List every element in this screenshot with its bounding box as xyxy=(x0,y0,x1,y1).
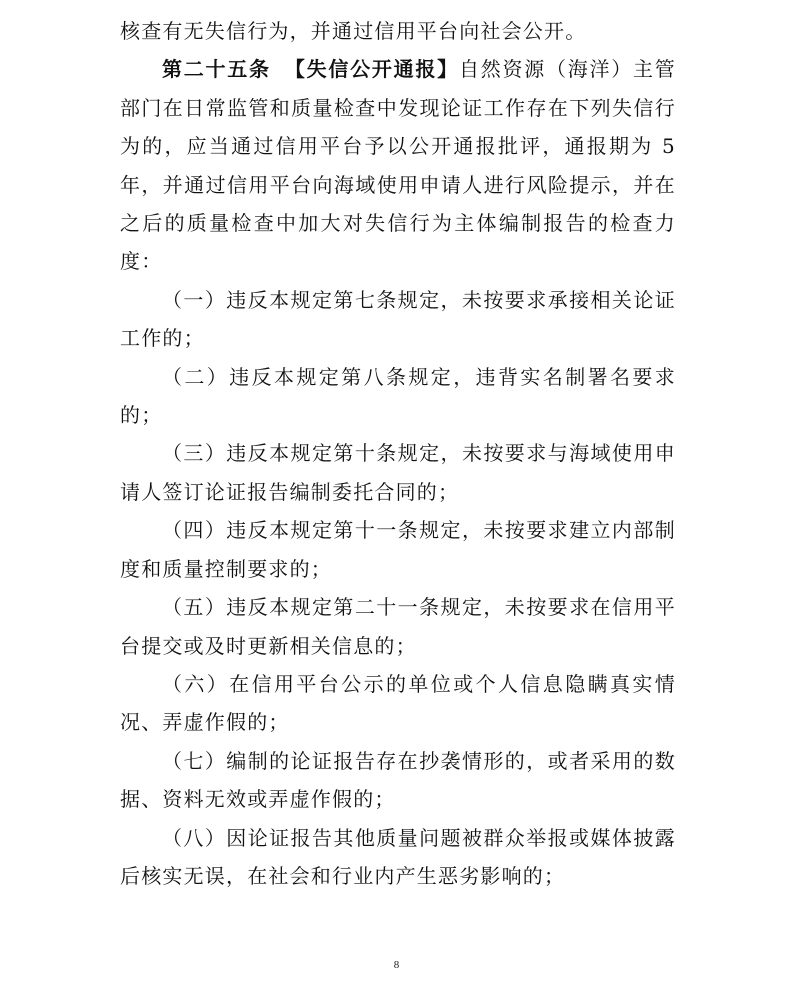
list-item: （四）违反本规定第十一条规定，未按要求建立内部制度和质量控制要求的； xyxy=(120,518,676,581)
list-item: （三）违反本规定第十条规定，未按要求与海域使用申请人签订论证报告编制委托合同的； xyxy=(120,441,676,504)
list-item: （一）违反本规定第七条规定，未按要求承接相关论证工作的； xyxy=(120,287,676,351)
list-item: （二）违反本规定第八条规定，违背实名制署名要求的； xyxy=(120,364,676,428)
page-number: 8 xyxy=(393,959,400,971)
list-item: （八）因论证报告其他质量问题被群众举报或媒体披露后核实无误，在社会和行业内产生恶劣影响的； xyxy=(120,825,676,888)
list-item: （六）在信用平台公示的单位或个人信息隐瞒真实情况、弄虚作假的； xyxy=(120,671,676,735)
lead-paragraph: 核查有无失信行为，并通过信用平台向社会公开。 xyxy=(120,19,587,43)
article-paragraph xyxy=(120,50,676,280)
article-title: 【失信公开通报】 xyxy=(284,57,459,82)
article-body: 自然资源（海洋）主管部门在日常监管和质量检查中发现论证工作存在下列失信行为的，应当通过信用平台予以公开通报批评，通报期为 5年，并通过信用平台向海域使用申请人进行风险提示，并在之后的质量检查中加大对失信行为主体编制报告的检查力度： xyxy=(120,57,677,274)
list-item: （七）编制的论证报告存在抄袭情形的，或者采用的数据、资料无效或弄虚作假的； xyxy=(120,748,676,812)
document-body xyxy=(120,12,676,895)
article-number: 第二十五条 xyxy=(162,57,271,82)
list-item: （五）违反本规定第二十一条规定，未按要求在信用平台提交或及时更新相关信息的； xyxy=(120,595,676,658)
